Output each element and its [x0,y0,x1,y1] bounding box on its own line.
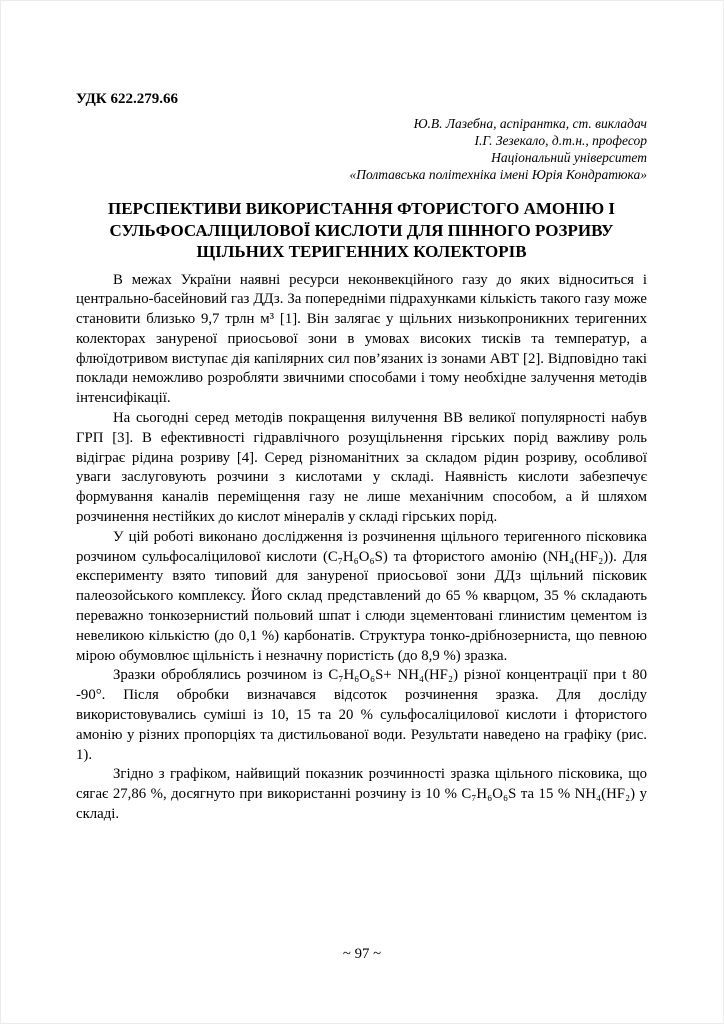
paragraph-2: На сьогодні серед методів покращення вилучення ВВ великої популярності набув ГРП [3]. В ефективності гідравлічного розущільнення гірських порід важливу роль відіграє рідина розриву [4]. Серед різноманітних за складом рідин розриву, особливої уваги заслуговують розчини з кислотами у складі. Наявність кислоти забезпечує формування каналів переміщення газу не лише механічним способом, а й шляхом розчинення нестійких до кислот мінералів у складі гірських порід. [76,410,647,526]
affiliation-line: Національний університет [491,150,647,165]
paragraph-5: Згідно з графіком, найвищий показник розчинності зразка щільного пісковика, що сягає 27,86 %, досягнуто при використанні розчину із 10 % C₇H₆O₆S та 15 % NH₄(HF₂) у складі. [76,766,647,823]
article-title: ПЕРСПЕКТИВИ ВИКОРИСТАННЯ ФТОРИСТОГО АМОНІЮ І СУЛЬФОСАЛІЦИЛОВОЇ КИСЛОТИ ДЛЯ ПІННОГО РОЗРИВУ ЩІЛЬНИХ ТЕРИГЕННИХ КОЛЕКТОРІВ [107,199,615,261]
author-line: Ю.В. Лазебна, аспірантка, ст. викладач [413,116,647,131]
affiliation-line: «Полтавська політехніка імені Юрія Кондратюка» [349,167,647,182]
paragraph-4: Зразки оброблялись розчином із C₇H₆O₆S+ NH₄(HF₂) різної концентрації при t 80 -90°. Після обробки визначався відсоток розчинення зразка. Для досліду використовувались суміші із 10, 15 та 20 % сульфосаліцилової кислоти і фтористого амонію у різних пропорціях та дистильованої води. Результати наведено на графіку (рис. 1). [76,667,647,763]
page-number: ~ 97 ~ [342,946,382,962]
paragraph-1: В межах України наявні ресурси неконвекційного газу до яких відноситься і центрально-басейновий газ ДДз. За попередніми підрахунками кількість такого газу може становити близько 9,7 трлн м³ [1]. Він залягає у щільних низькопроникних теригенних колекторах зануреної приосьової зони в умовах високих тисків та температур, а флюїдотривом виступає дія капілярних сил пов’язаних із зонами АВТ [2]. Відповідно такі поклади неможливо розробляти звичними способами і тому необхідне залучення методів інтенсифікації. [76,271,647,407]
udk-code: УДК 622.279.66 [76,91,178,107]
author-line: І.Г. Зезекало, д.т.н., професор [474,133,647,148]
article-body [76,271,647,825]
paragraph-3: У цій роботі виконано дослідження із розчинення щільного теригенного пісковика розчином сульфосаліцилової кислоти (C₇H₆O₆S) та фтористого амонію (NH₄(HF₂)). Для експерименту взято типовий для зануреної приосьової зони ДДз щільний пісковик палеозойського комплексу. Його склад представлений до 65 % кварцом, 35 % складають переважно тонкозернистий польовий шпат і слюди зцементовані глинистим цементом із невеликою кількістю (до 0,1 %) карбонатів. Структура тонко-дрібнозерниста, що певною мірою обумовлює щільність і незначну пористість (до 8,9 %) зразка. [76,528,647,664]
author-block [76,115,647,183]
